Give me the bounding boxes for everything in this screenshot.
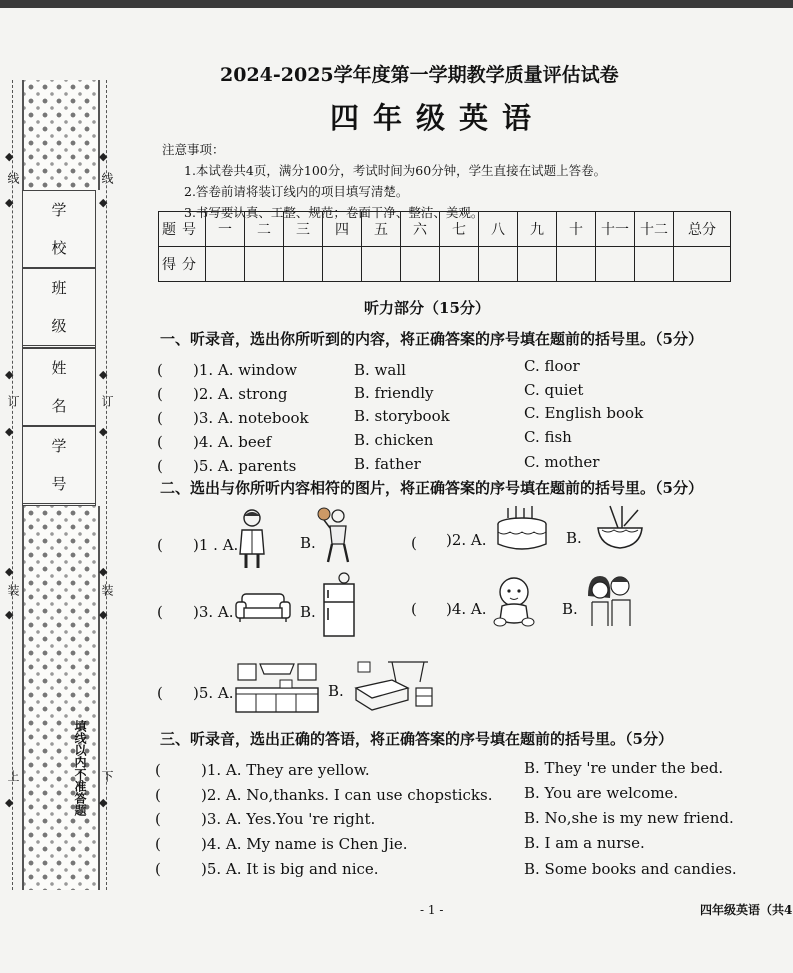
part3-q2-b: B. You are welcome. — [524, 784, 679, 802]
answer-bracket[interactable]: ( — [411, 534, 417, 552]
score-table-header-row — [159, 212, 731, 247]
part2-q5-num: )5. A. — [193, 684, 234, 702]
part2-q2-num: )2. A. — [446, 531, 487, 549]
basketball-player-icon — [316, 506, 352, 564]
answer-bracket[interactable]: ( — [157, 361, 163, 379]
up-label: 上 — [6, 770, 20, 782]
page-number: - 1 - — [420, 903, 444, 917]
footer-subject: 四年级英语（共4 — [700, 903, 793, 917]
kitchen-icon — [234, 660, 320, 714]
column-header-total: 总分 — [674, 212, 731, 247]
fridge-icon — [320, 572, 358, 638]
column-header: 七 — [440, 212, 479, 247]
couple-icon — [584, 572, 636, 628]
column-header: 十二 — [635, 212, 674, 247]
class-field[interactable]: 班级 — [22, 268, 96, 348]
baby-icon — [492, 576, 538, 628]
part1-q3-b: B. storybook — [354, 407, 450, 425]
column-header: 八 — [479, 212, 518, 247]
bedroom-icon — [352, 658, 436, 714]
answer-bracket[interactable]: ( — [157, 433, 163, 451]
part1-q3-a: )3. A. notebook — [193, 409, 309, 427]
ding-label-left: 订 — [6, 395, 20, 407]
answer-bracket[interactable]: ( — [155, 810, 161, 828]
diamond-icon: ◆ — [5, 368, 14, 381]
part1-title: 一、听录音，选出你所听到的内容，将正确答案的序号填在题前的括号里。（5分） — [160, 330, 703, 348]
column-header: 六 — [401, 212, 440, 247]
listening-section-title: 听力部分（15分） — [364, 299, 490, 317]
sofa-icon — [234, 590, 292, 624]
note-item: 3.书写要认真、工整、规范；卷面干净、整洁、美观。 — [184, 205, 484, 220]
binding-strip — [18, 80, 100, 890]
score-cell[interactable] — [401, 247, 440, 282]
diamond-icon: ◆ — [5, 425, 14, 438]
column-header: 五 — [362, 212, 401, 247]
score-cell[interactable] — [245, 247, 284, 282]
score-cell[interactable] — [479, 247, 518, 282]
part2-q1-b: B. — [300, 534, 316, 552]
score-table-score-row — [159, 247, 731, 282]
diamond-icon: ◆ — [99, 425, 108, 438]
zhuang-label-right: 装 — [100, 584, 114, 596]
diamond-icon: ◆ — [99, 368, 108, 381]
answer-bracket[interactable]: ( — [157, 603, 163, 621]
score-cell[interactable] — [284, 247, 323, 282]
answer-bracket[interactable]: ( — [155, 761, 161, 779]
part1-q1-a: )1. A. window — [193, 361, 298, 379]
diamond-icon: ◆ — [5, 565, 14, 578]
answer-bracket[interactable]: ( — [155, 786, 161, 804]
part1-q4-a: )4. A. beef — [193, 433, 272, 451]
exam-title: 2024-2025学年度第一学期教学质量评估试卷 — [220, 64, 619, 86]
student-number-field[interactable]: 学号 — [22, 426, 96, 506]
column-header: 二 — [245, 212, 284, 247]
part2-title: 二、选出与你所听内容相符的图片，将正确答案的序号填在题前的括号里。（5分） — [160, 479, 703, 497]
answer-bracket[interactable]: ( — [155, 835, 161, 853]
part2-q5-b: B. — [328, 682, 344, 700]
part1-q4-b: B. chicken — [354, 431, 434, 449]
answer-bracket[interactable]: ( — [155, 860, 161, 878]
column-header: 一 — [206, 212, 245, 247]
part3-q4-b: B. I am a nurse. — [524, 834, 645, 852]
line-label-left: 线 — [6, 172, 20, 184]
column-header: 十一 — [596, 212, 635, 247]
part1-q2-b: B. friendly — [354, 384, 434, 402]
noodles-bowl-icon — [594, 504, 646, 554]
school-field[interactable]: 学校 — [22, 190, 96, 268]
diamond-icon: ◆ — [99, 565, 108, 578]
score-table — [158, 211, 731, 282]
note-item: 2.答卷前请将装订线内的项目填写清楚。 — [184, 184, 409, 199]
part1-q4-c: C. fish — [524, 428, 572, 446]
part3-q1-b: B. They 're under the bed. — [524, 759, 724, 777]
answer-bracket[interactable]: ( — [157, 385, 163, 403]
part2-q3-b: B. — [300, 603, 316, 621]
column-header: 四 — [323, 212, 362, 247]
star-pattern-bottom — [22, 506, 100, 890]
birthday-cake-icon — [494, 504, 550, 554]
part3-q5-b: B. Some books and candies. — [524, 860, 737, 878]
part3-q4-a: )4. A. My name is Chen Jie. — [201, 835, 408, 853]
name-field[interactable]: 姓名 — [22, 348, 96, 426]
diamond-icon: ◆ — [99, 608, 108, 621]
part2-q4-b: B. — [562, 600, 578, 618]
part1-q1-c: C. floor — [524, 357, 580, 375]
column-header: 十 — [557, 212, 596, 247]
diamond-icon: ◆ — [99, 150, 108, 163]
ding-label-right: 订 — [100, 395, 114, 407]
part2-q4-num: )4. A. — [446, 600, 487, 618]
answer-bracket[interactable]: ( — [157, 409, 163, 427]
part3-title: 三、听录音，选出正确的答语，将正确答案的序号填在题前的括号里。（5分） — [160, 730, 673, 748]
score-cell[interactable] — [362, 247, 401, 282]
part3-q1-a: )1. A. They are yellow. — [201, 761, 370, 779]
part1-q1-b: B. wall — [354, 361, 406, 379]
line-label-right: 线 — [100, 172, 114, 184]
diamond-icon: ◆ — [99, 796, 108, 809]
scan-top-edge — [0, 0, 793, 8]
star-pattern-top — [22, 80, 100, 190]
part1-q2-c: C. quiet — [524, 381, 584, 399]
part3-q5-a: )5. A. It is big and nice. — [201, 860, 379, 878]
part2-q1-num: )1 . A. — [193, 536, 239, 554]
column-header: 九 — [518, 212, 557, 247]
zhuang-label-left: 装 — [6, 584, 20, 596]
row-label: 题号 — [159, 212, 206, 247]
diamond-icon: ◆ — [5, 796, 14, 809]
notes-heading: 注意事项： — [162, 142, 225, 157]
answer-bracket[interactable]: ( — [411, 600, 417, 618]
answer-bracket[interactable]: ( — [157, 536, 163, 554]
score-cell[interactable] — [635, 247, 674, 282]
part1-q2-a: )2. A. strong — [193, 385, 288, 403]
note-item: 1.本试卷共4页，满分100分，考试时间为60分钟，学生直接在试题上答卷。 — [184, 163, 607, 178]
part1-q5-b: B. father — [354, 455, 421, 473]
answer-bracket[interactable]: ( — [157, 684, 163, 702]
part2-q2-b: B. — [566, 529, 582, 547]
part1-q5-a: )5. A. parents — [193, 457, 297, 475]
part3-q2-a: )2. A. No,thanks. I can use chopsticks. — [201, 786, 493, 804]
score-cell[interactable] — [323, 247, 362, 282]
doctor-icon — [236, 508, 268, 570]
diamond-icon: ◆ — [5, 608, 14, 621]
score-cell-total[interactable] — [674, 247, 731, 282]
column-header: 三 — [284, 212, 323, 247]
part1-q3-c: C. English book — [524, 404, 644, 422]
part3-q3-a: )3. A. Yes.You 're right. — [201, 810, 376, 828]
row-label: 得分 — [159, 247, 206, 282]
down-label: 下 — [100, 770, 114, 782]
score-cell[interactable] — [440, 247, 479, 282]
score-cell[interactable] — [596, 247, 635, 282]
diamond-icon: ◆ — [5, 150, 14, 163]
part1-q5-c: C. mother — [524, 453, 600, 471]
diamond-icon: ◆ — [5, 196, 14, 209]
score-cell[interactable] — [518, 247, 557, 282]
score-cell[interactable] — [206, 247, 245, 282]
answer-bracket[interactable]: ( — [157, 457, 163, 475]
score-cell[interactable] — [557, 247, 596, 282]
part2-q3-num: )3. A. — [193, 603, 234, 621]
part3-q3-b: B. No,she is my new friend. — [524, 809, 734, 827]
subject-title: 四年级英语 — [330, 101, 546, 135]
diamond-icon: ◆ — [99, 196, 108, 209]
no-answer-notice: 填线以内不准答题 — [73, 720, 87, 816]
